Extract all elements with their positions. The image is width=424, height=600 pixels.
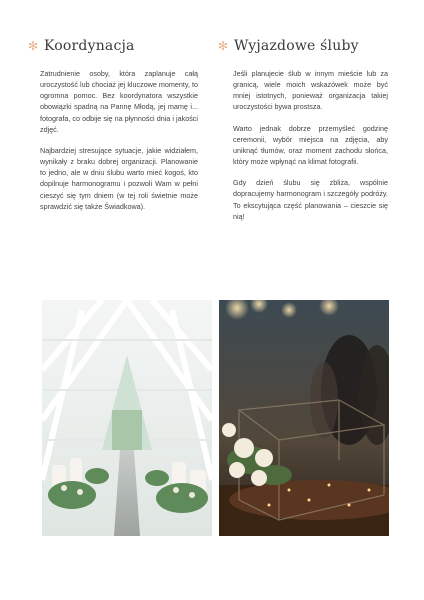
paragraph: Zatrudnienie osoby, która zaplanuje całą uroczystość lub chociaż jej kluczowe momenty, to ogromna pomoc. Bez koordynatora wszystkie obowiązki spadną na Pannę Młodą, jej mamę i... fotografa, co odbije się na płynności dnia i jakości zdjęć. bbox=[40, 69, 198, 134]
chapel-image bbox=[42, 300, 212, 536]
asterisk-icon: ✻ bbox=[28, 39, 39, 53]
paragraph: Warto jednak dobrze przemyśleć godzinę ceremonii, wybór miejsca na zdjęcia, aby uniknąć tłumów, oraz moment zachodu słońca, który może wpłynąć na klimat fotografii. bbox=[233, 123, 388, 167]
section-heading bbox=[218, 38, 388, 54]
asterisk-icon: ✻ bbox=[218, 39, 229, 53]
chapel-photo bbox=[42, 300, 212, 536]
paragraph: Najbardziej stresujące sytuacje, jakie widziałem, wynikały z braku dobrej organizacji. Planowanie to jedno, ale w dniu ślubu warto mieć kogoś, kto dopilnuje harmonogramu i pozwoli Wam w pełni cieszyć się tym dniem (w tej roli świetnie może sprawdzić się także Świadkowa). bbox=[40, 145, 198, 211]
paragraph: Jeśli planujecie ślub w innym mieście lub za granicą, wiele moich wskazówek może być mniej istotnych, ponieważ organizacja takiej uroczystości bywa prostsza. bbox=[233, 69, 388, 112]
paragraph: Gdy dzień ślubu się zbliża, wspólnie dopracujemy harmonogram i szczegóły podróży. To ekscytująca część planowania – cieszcie się nią! bbox=[233, 178, 388, 221]
section-heading bbox=[28, 38, 198, 54]
section-coordination bbox=[28, 38, 198, 222]
bouquet-photo bbox=[219, 300, 389, 536]
bouquet-image bbox=[219, 300, 389, 536]
section-destination-weddings bbox=[218, 38, 388, 232]
heading-destination-weddings: Wyjazdowe śluby bbox=[234, 38, 359, 54]
heading-coordination: Koordynacja bbox=[44, 38, 135, 54]
